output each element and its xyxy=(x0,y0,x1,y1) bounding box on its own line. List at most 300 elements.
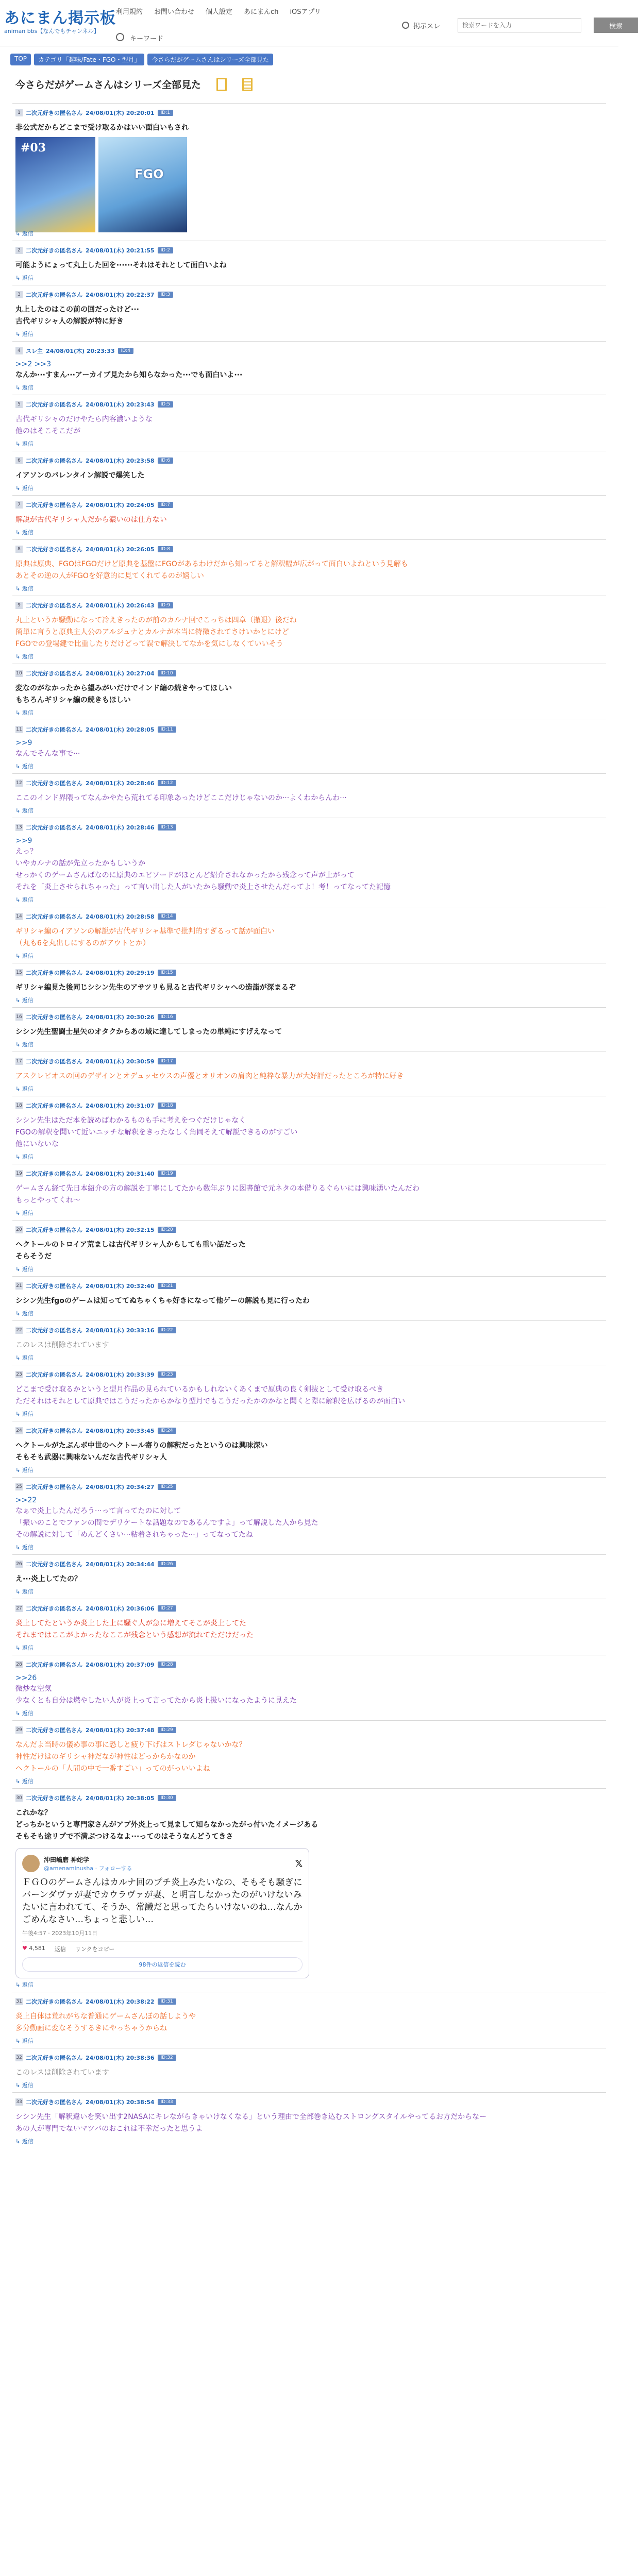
post-meta xyxy=(15,1282,603,1290)
post-date: 24/08/01(木) 20:20:01 xyxy=(86,110,155,116)
post-number[interactable]: 18 xyxy=(16,1103,22,1108)
post-number[interactable]: 25 xyxy=(16,1484,22,1489)
reply-arrow-icon: ↳ xyxy=(15,230,22,237)
post xyxy=(12,2048,606,2092)
reply-label: 返信 xyxy=(22,2138,33,2145)
reply-label: 返信 xyxy=(22,275,33,281)
post-number[interactable]: 6 xyxy=(15,457,23,464)
reply-label: 返信 xyxy=(22,384,33,391)
post-date: 24/08/01(木) 20:31:07 xyxy=(86,1103,155,1109)
post-author: 二次元好きの匿名さん xyxy=(26,1428,82,1434)
post-images xyxy=(15,137,603,232)
reply-arrow-icon: ↳ xyxy=(15,440,22,447)
post-id-badge[interactable]: ID:8 xyxy=(158,546,173,552)
reply-label: 返信 xyxy=(22,1544,33,1551)
post-id-badge[interactable]: ID:2 xyxy=(158,247,173,253)
reply-link[interactable] xyxy=(15,528,33,536)
post-id-badge[interactable]: ID:32 xyxy=(158,2055,176,2061)
post-id-badge[interactable]: ID:17 xyxy=(158,1058,176,1064)
post-id-badge[interactable]: ID:1 xyxy=(158,110,173,116)
post-author: 二次元好きの匿名さん xyxy=(26,1662,82,1668)
reply-label: 返信 xyxy=(22,709,33,716)
post-author: 二次元好きの匿名さん xyxy=(26,546,82,553)
gear-icon[interactable] xyxy=(116,33,124,41)
search-scope-label[interactable]: 掲示スレ xyxy=(413,22,441,30)
post-number[interactable]: 31 xyxy=(16,1999,22,2004)
reply-label: 返信 xyxy=(22,230,33,237)
post-id-badge[interactable]: ID:22 xyxy=(158,1327,176,1333)
reply-link[interactable] xyxy=(15,1777,33,1785)
post-meta xyxy=(15,1483,603,1491)
post-id-badge[interactable]: ID:31 xyxy=(158,1998,176,2005)
post-number[interactable]: 26 xyxy=(16,1562,22,1567)
reply-label: 返信 xyxy=(22,1354,33,1361)
reply-link[interactable] xyxy=(15,895,33,904)
reply-label: 返信 xyxy=(22,1266,33,1273)
heart-icon: ♥ xyxy=(22,1945,29,1952)
reply-arrow-icon: ↳ xyxy=(15,1041,22,1048)
post-id-badge[interactable]: ID:13 xyxy=(158,824,176,831)
post-number[interactable]: 27 xyxy=(16,1606,22,1611)
post xyxy=(12,1164,606,1220)
reply-label: 返信 xyxy=(22,1310,33,1317)
post-body: ギリシャ編見た後同じシシン先生のアサツリも見ると古代ギリシャへの造詣が深まるぞ xyxy=(15,984,296,992)
reply-label: 返信 xyxy=(22,1411,33,1417)
nav-link[interactable]: 個人設定 xyxy=(206,8,233,16)
post-id-badge[interactable]: ID:12 xyxy=(158,780,176,786)
post-meta xyxy=(15,456,603,465)
reply-arrow-icon: ↳ xyxy=(15,763,22,770)
post-id-badge[interactable]: ID:20 xyxy=(158,1227,176,1233)
reply-label: 返信 xyxy=(22,585,33,592)
post-author: 二次元好きの匿名さん xyxy=(26,602,82,609)
reply-arrow-icon: ↳ xyxy=(15,1544,22,1551)
post-body: このレスは削除されています xyxy=(15,1341,109,1349)
post-number[interactable]: 28 xyxy=(16,1662,22,1667)
post-number[interactable]: 15 xyxy=(16,970,22,975)
post-number[interactable]: 23 xyxy=(16,1372,22,1377)
post-author: 二次元好きの匿名さん xyxy=(26,913,82,920)
post-body: どこまで受け取るかというと型月作品の見られているかもしれないくあくまで原典の良く剣抜として受け取るべき ただそれはそれとして原典ではこうだったからかなり型月でもこうだったかのかなと聞くと際に解釈を広げるのが面白い xyxy=(15,1385,405,1405)
reply-link[interactable] xyxy=(15,652,33,660)
post-id-badge[interactable]: ID:33 xyxy=(158,2099,176,2105)
breadcrumb-item[interactable]: TOP xyxy=(10,54,31,65)
tweet-author-name[interactable]: 沖田嶋磨 神蛇学 xyxy=(44,1856,90,1863)
reply-anchor[interactable]: >>22 xyxy=(15,1496,37,1504)
post xyxy=(12,596,606,664)
post-number[interactable]: 3 xyxy=(15,291,23,298)
reply-link[interactable] xyxy=(15,1643,33,1652)
post-number[interactable]: 5 xyxy=(15,401,23,408)
post xyxy=(12,451,606,495)
reply-button[interactable]: 返信 xyxy=(54,1946,66,1953)
post-meta xyxy=(15,1170,603,1178)
reply-link[interactable] xyxy=(15,1587,33,1596)
post-id-badge[interactable]: ID:4 xyxy=(118,348,133,354)
image-caption: FGO xyxy=(135,167,164,181)
post-author: 二次元好きの匿名さん xyxy=(26,247,82,254)
thread-title-row xyxy=(15,77,253,91)
nav-link[interactable]: iOSアプリ xyxy=(290,8,322,16)
post xyxy=(12,1276,606,1320)
post-meta xyxy=(15,725,603,734)
post-list xyxy=(12,103,606,2148)
post xyxy=(12,103,606,241)
post-image[interactable] xyxy=(98,137,187,232)
post-date: 24/08/01(木) 20:31:40 xyxy=(86,1171,155,1177)
reply-link[interactable] xyxy=(15,1040,33,1048)
post-author: 二次元好きの匿名さん xyxy=(26,670,82,677)
post-date: 24/08/01(木) 20:32:40 xyxy=(86,1283,155,1290)
post-image[interactable] xyxy=(15,137,95,232)
post xyxy=(12,1655,606,1720)
post-author: 二次元好きの匿名さん xyxy=(26,1561,82,1568)
post xyxy=(12,495,606,539)
reply-anchor[interactable]: >>9 xyxy=(15,739,32,747)
post-author: 二次元好きの匿名さん xyxy=(26,401,82,408)
nav-link[interactable]: あにまんch xyxy=(244,8,279,16)
post-author: 二次元好きの匿名さん xyxy=(26,1371,82,1378)
reply-label: 返信 xyxy=(22,2082,33,2089)
reply-link[interactable] xyxy=(15,996,33,1004)
post-author: 二次元好きの匿名さん xyxy=(26,726,82,733)
post-id-badge[interactable]: ID:24 xyxy=(158,1428,176,1434)
reply-link[interactable] xyxy=(15,1265,33,1273)
reply-link[interactable] xyxy=(15,1543,33,1551)
post-date: 24/08/01(木) 20:22:37 xyxy=(86,292,155,298)
post xyxy=(12,1220,606,1276)
reply-arrow-icon: ↳ xyxy=(15,2038,22,2044)
post-meta xyxy=(15,246,603,255)
post-id-badge[interactable]: ID:5 xyxy=(158,401,173,408)
reply-anchor[interactable]: >>9 xyxy=(15,837,32,845)
post-body: えっ？ いやカルナの話が先立ったかもしいうか せっかくのゲームさんばなのに原典のエピソードがほとんど紹介されなかったから残念って声が上がって それを「炎上させられちゃった」って言い出した人がいたから騒動で炎上させたんだってよ！考！ってなってた記憶 xyxy=(15,848,391,891)
reply-link[interactable] xyxy=(15,1153,33,1161)
reply-arrow-icon: ↳ xyxy=(15,529,22,536)
tweet-actions xyxy=(22,1941,303,1953)
reply-arrow-icon: ↳ xyxy=(15,1210,22,1216)
post xyxy=(12,1554,606,1599)
post-body: なぁで炎上したんだろう···って言ってたのに対して 「振いのことでファンの間でデリケートな話題なのであるんですよ」って解説した人から見た その解説に対して「めんどくさい···粘着されちゃった···」ってなってたね xyxy=(15,1507,318,1539)
post-id-badge[interactable]: ID:7 xyxy=(158,502,173,508)
reply-link[interactable] xyxy=(15,330,33,338)
reply-label: 返信 xyxy=(22,896,33,903)
post-date: 24/08/01(木) 20:32:15 xyxy=(86,1227,155,1233)
search-input[interactable] xyxy=(458,18,581,32)
post xyxy=(12,907,606,963)
reply-link[interactable] xyxy=(15,708,33,717)
post xyxy=(12,539,606,596)
note-icon[interactable] xyxy=(242,78,253,91)
post xyxy=(12,1720,606,1788)
reply-label: 返信 xyxy=(22,953,33,959)
bookmark-icon[interactable] xyxy=(216,78,227,91)
post-body: シシン先生はただ本を読めばわかるものも手に考えをつぐだけじゃなく FGOの解釈を聞いて近いニッチな解釈をきったなしく角岡そえて解説できるのがすごい 他にいないな xyxy=(15,1116,298,1148)
post-meta xyxy=(15,400,603,409)
reply-link[interactable] xyxy=(15,274,33,282)
post-date: 24/08/01(木) 20:26:05 xyxy=(86,546,155,553)
post-id-badge[interactable]: ID:14 xyxy=(158,913,176,920)
post-number[interactable]: 2 xyxy=(15,247,23,254)
post-meta xyxy=(15,1013,603,1021)
post-id-badge[interactable]: ID:28 xyxy=(158,1662,176,1668)
reply-link[interactable] xyxy=(15,2081,33,2089)
reply-label: 返信 xyxy=(22,997,33,1004)
post-body: 変なのがなかったから望みがいだけでインド編の続きやってほしい もちろんギリシャ編の続きもほしい xyxy=(15,684,232,704)
post-number[interactable]: 22 xyxy=(16,1328,22,1333)
post-id-badge[interactable]: ID:30 xyxy=(158,1795,176,1801)
post-author: 二次元好きの匿名さん xyxy=(26,457,82,464)
reply-link[interactable] xyxy=(15,383,33,392)
post-body: ここのインド界隈ってなんかやたら荒れてる印象あったけどここだけじゃないのか···よくわからんわ··· xyxy=(15,794,347,802)
like-button[interactable] xyxy=(22,1945,45,1953)
post xyxy=(12,720,606,773)
reply-link[interactable] xyxy=(15,1353,33,1362)
post-author: 二次元好きの匿名さん xyxy=(26,780,82,787)
reply-link[interactable] xyxy=(15,229,33,238)
reply-anchor[interactable]: >>2 >>3 xyxy=(15,360,52,368)
reply-label: 返信 xyxy=(22,653,33,660)
reply-arrow-icon: ↳ xyxy=(15,1710,22,1717)
reply-arrow-icon: ↳ xyxy=(15,1467,22,1473)
post-meta xyxy=(15,2098,603,2106)
post-author: 二次元好きの匿名さん xyxy=(26,110,82,116)
post-body: ゲームさん経て先日本紹介の方の解説を丁寧にしてたから数年ぶりに図書館で元ネタの本借りるぐらいには興味湧いたんだわ もっとやってくれ～ xyxy=(15,1184,419,1205)
post-date: 24/08/01(木) 20:33:45 xyxy=(86,1428,155,1434)
post-date: 24/08/01(木) 20:30:26 xyxy=(86,1014,155,1021)
post-meta xyxy=(15,1660,603,1669)
post-date: 24/08/01(木) 20:28:58 xyxy=(86,913,155,920)
reply-label: 返信 xyxy=(22,1086,33,1092)
post-number[interactable]: 21 xyxy=(16,1283,22,1289)
reply-label: 返信 xyxy=(22,1981,33,1988)
search-icon xyxy=(402,22,409,29)
nav-link[interactable]: 利用規約 xyxy=(116,8,143,16)
avatar[interactable] xyxy=(22,1855,40,1872)
post-meta xyxy=(15,501,603,509)
tweet-time[interactable]: 午後4:57 · 2023年10月11日 xyxy=(22,1930,98,1937)
post xyxy=(12,1477,606,1554)
reply-arrow-icon: ↳ xyxy=(15,653,22,660)
post-author: 二次元好きの匿名さん xyxy=(26,1227,82,1233)
post-meta xyxy=(15,291,603,299)
post-id-badge[interactable]: ID:9 xyxy=(158,602,173,608)
post-id-badge[interactable]: ID:10 xyxy=(158,670,176,676)
reply-link[interactable] xyxy=(15,2037,33,2045)
post-body: 炎上自体は荒れがちな普通にゲームさんぼの話しようや 多分動画に変なそうするきにやっちゃうからね xyxy=(15,2012,196,2032)
post xyxy=(12,341,606,395)
embedded-tweet[interactable] xyxy=(15,1848,309,1978)
post-date: 24/08/01(木) 20:34:27 xyxy=(86,1484,155,1490)
breadcrumb-item[interactable]: 今さらだがゲームさんはシリーズ全部見た xyxy=(147,54,273,65)
post-body: ギリシャ編のイアソンの解説が古代ギリシャ基準で批判的すぎるって話が面白い （丸も6を丸出しにするのがアウトとか） xyxy=(15,927,275,947)
reply-arrow-icon: ↳ xyxy=(15,997,22,1004)
post xyxy=(12,664,606,720)
reply-link[interactable] xyxy=(15,1709,33,1717)
site-logo[interactable] xyxy=(4,5,116,35)
post-number[interactable]: 9 xyxy=(15,602,23,609)
post-number[interactable]: 32 xyxy=(16,2055,22,2060)
post-id-badge[interactable]: ID:6 xyxy=(158,457,173,464)
reply-label: 返信 xyxy=(22,1467,33,1473)
reply-label: 返信 xyxy=(22,2038,33,2044)
post-number[interactable]: 20 xyxy=(16,1227,22,1232)
post-number[interactable]: 1 xyxy=(15,109,23,116)
post-number[interactable]: 16 xyxy=(16,1014,22,1020)
post-meta xyxy=(15,545,603,553)
post-id-badge[interactable]: ID:27 xyxy=(158,1605,176,1612)
post-author: 二次元好きの匿名さん xyxy=(26,292,82,298)
search-button[interactable]: 検索 xyxy=(594,18,638,33)
reply-arrow-icon: ↳ xyxy=(15,1981,22,1988)
post-id-badge[interactable]: ID:29 xyxy=(158,1727,176,1733)
post-author: 二次元好きの匿名さん xyxy=(26,970,82,976)
reply-anchor[interactable]: >>26 xyxy=(15,1674,37,1682)
post-id-badge[interactable]: ID:23 xyxy=(158,1371,176,1378)
reply-label: 返信 xyxy=(22,440,33,447)
post-date: 24/08/01(木) 20:33:16 xyxy=(86,1327,155,1334)
post-id-badge[interactable]: ID:11 xyxy=(158,726,176,733)
reply-link[interactable] xyxy=(15,1084,33,1093)
post-date: 24/08/01(木) 20:38:54 xyxy=(86,2099,155,2106)
reply-arrow-icon: ↳ xyxy=(15,1411,22,1417)
post xyxy=(12,1365,606,1421)
post-id-badge[interactable]: ID:19 xyxy=(158,1171,176,1177)
copy-link-button[interactable]: リンクをコピー xyxy=(75,1946,115,1953)
post-meta xyxy=(15,2054,603,2062)
reply-arrow-icon: ↳ xyxy=(15,1354,22,1361)
post-meta xyxy=(15,601,603,609)
post-number[interactable]: 10 xyxy=(16,671,22,676)
reply-label: 返信 xyxy=(22,763,33,770)
reply-arrow-icon: ↳ xyxy=(15,807,22,814)
post-number[interactable]: 17 xyxy=(16,1059,22,1064)
post-number[interactable]: 13 xyxy=(16,825,22,830)
reply-link[interactable] xyxy=(15,584,33,592)
post-number[interactable]: 19 xyxy=(16,1171,22,1176)
post-date: 24/08/01(木) 20:29:19 xyxy=(86,970,155,976)
post-number[interactable]: 12 xyxy=(16,781,22,786)
reply-label: 返信 xyxy=(22,331,33,337)
reply-link[interactable] xyxy=(15,2137,33,2145)
x-logo-icon[interactable]: 𝕏 xyxy=(295,1858,303,1869)
post-id-badge[interactable]: ID:21 xyxy=(158,1283,176,1289)
post-author: 二次元好きの匿名さん xyxy=(26,1171,82,1177)
reply-label: 返信 xyxy=(22,1210,33,1216)
logo-subtitle: animan bbs【なんでもチャンネル】 xyxy=(4,28,99,35)
post-author: 二次元好きの匿名さん xyxy=(26,1014,82,1021)
post-number[interactable]: 7 xyxy=(15,501,23,509)
logo-title: あにまん掲示板 xyxy=(4,9,116,27)
post-number[interactable]: 29 xyxy=(16,1727,22,1733)
breadcrumb xyxy=(10,54,273,65)
reply-link[interactable] xyxy=(15,806,33,815)
post xyxy=(12,1096,606,1164)
reply-label: 返信 xyxy=(22,529,33,536)
post-body: 可能ようにょって丸上した回を······それはそれとして面白いよね xyxy=(15,261,227,269)
post-date: 24/08/01(木) 20:26:43 xyxy=(86,602,155,609)
post-author: 二次元好きの匿名さん xyxy=(26,1998,82,2005)
reply-link[interactable] xyxy=(15,439,33,448)
reply-arrow-icon: ↳ xyxy=(15,1086,22,1092)
keywords-link[interactable]: キーワード xyxy=(130,35,164,43)
reply-link[interactable] xyxy=(15,952,33,960)
post-author: 二次元好きの匿名さん xyxy=(26,2099,82,2106)
reply-label: 返信 xyxy=(22,1588,33,1595)
post-date: 24/08/01(木) 20:21:55 xyxy=(86,247,155,254)
post-meta xyxy=(15,347,603,355)
post-number[interactable]: 14 xyxy=(16,914,22,919)
post-number[interactable]: 4 xyxy=(15,347,23,354)
reply-label: 返信 xyxy=(22,807,33,814)
reply-arrow-icon: ↳ xyxy=(15,1310,22,1317)
post-id-badge[interactable]: ID:16 xyxy=(158,1014,176,1020)
post-id-badge[interactable]: ID:18 xyxy=(158,1103,176,1109)
post-body: なんでそんな事で··· xyxy=(15,750,80,758)
post-meta xyxy=(15,1427,603,1435)
post-body: ヘクトールがたぶんボ中世のヘクトール寄りの解釈だったというのは興味深い そもそも武器に興味ないんだな古代ギリシャ人 xyxy=(15,1442,268,1462)
post-id-badge[interactable]: ID:26 xyxy=(158,1561,176,1567)
post-author: 二次元好きの匿名さん xyxy=(26,502,82,509)
thread-title: 今さらだがゲームさんはシリーズ全部見た xyxy=(15,79,202,91)
post-number[interactable]: 11 xyxy=(16,727,22,732)
post-date: 24/08/01(木) 20:36:06 xyxy=(86,1605,155,1612)
reply-link[interactable] xyxy=(15,1980,33,1989)
reply-arrow-icon: ↳ xyxy=(15,953,22,959)
reply-arrow-icon: ↳ xyxy=(15,331,22,337)
post-date: 24/08/01(木) 20:24:05 xyxy=(86,502,155,509)
tweet-text: ＦＧＯのゲームさんはカルナ回のプチ炎上みたいなの、そもそも騒ぎにバーンダヴァが妻でカウラヴァが妻、と明言しなかったのがいけないみたいに言われてて、そうか、常識だと思ってたらいけないのね…なんかごめんなさい…ちょっと悲しい… xyxy=(22,1877,303,1925)
post-author: 二次元好きの匿名さん xyxy=(26,1103,82,1109)
post-date: 24/08/01(木) 20:30:59 xyxy=(86,1058,155,1065)
nav-link[interactable]: お問い合わせ xyxy=(154,8,195,16)
post xyxy=(12,1320,606,1365)
post-number[interactable]: 30 xyxy=(16,1795,22,1801)
reply-arrow-icon: ↳ xyxy=(15,1154,22,1160)
post-number[interactable]: 33 xyxy=(16,2099,22,2105)
post-body: なんか···すまん···アーカイブ見たから知らなかった···でも面白いよ··· xyxy=(15,371,243,379)
reply-link[interactable] xyxy=(15,1309,33,1317)
reply-link[interactable] xyxy=(15,1209,33,1217)
reply-arrow-icon: ↳ xyxy=(15,709,22,716)
reply-link[interactable] xyxy=(15,1466,33,1474)
reply-arrow-icon: ↳ xyxy=(15,585,22,592)
reply-link[interactable] xyxy=(15,762,33,770)
reply-link[interactable] xyxy=(15,484,33,492)
reply-arrow-icon: ↳ xyxy=(15,1645,22,1651)
post xyxy=(12,241,606,285)
post-number[interactable]: 24 xyxy=(16,1428,22,1433)
post xyxy=(12,1992,606,2048)
post xyxy=(12,1007,606,1052)
post-id-badge[interactable]: ID:25 xyxy=(158,1484,176,1490)
tweet-handle[interactable]: @amenaminusha · フォローする xyxy=(44,1865,132,1872)
breadcrumb-item[interactable]: カテゴリ「趣味/Fate・FGO・型月」 xyxy=(34,54,144,65)
post-id-badge[interactable]: ID:15 xyxy=(158,970,176,976)
reply-link[interactable] xyxy=(15,1410,33,1418)
post xyxy=(12,395,606,451)
post-author: 二次元好きの匿名さん xyxy=(26,1283,82,1290)
read-replies-link[interactable]: 98件の返信を読む xyxy=(22,1957,303,1972)
search-bar xyxy=(402,18,638,33)
post-number[interactable]: 8 xyxy=(15,546,23,553)
reply-label: 返信 xyxy=(22,1645,33,1651)
post-id-badge[interactable]: ID:3 xyxy=(158,292,173,298)
post xyxy=(12,2092,606,2148)
post-body: 非公式だからどこまで受け取るかはいい面白いもされ xyxy=(15,124,189,132)
post-author: 二次元好きの匿名さん xyxy=(26,2055,82,2061)
post-body: 丸上したのはこの前の回だったけど··· 古代ギリシャ人の解説が特に好き xyxy=(15,306,139,326)
